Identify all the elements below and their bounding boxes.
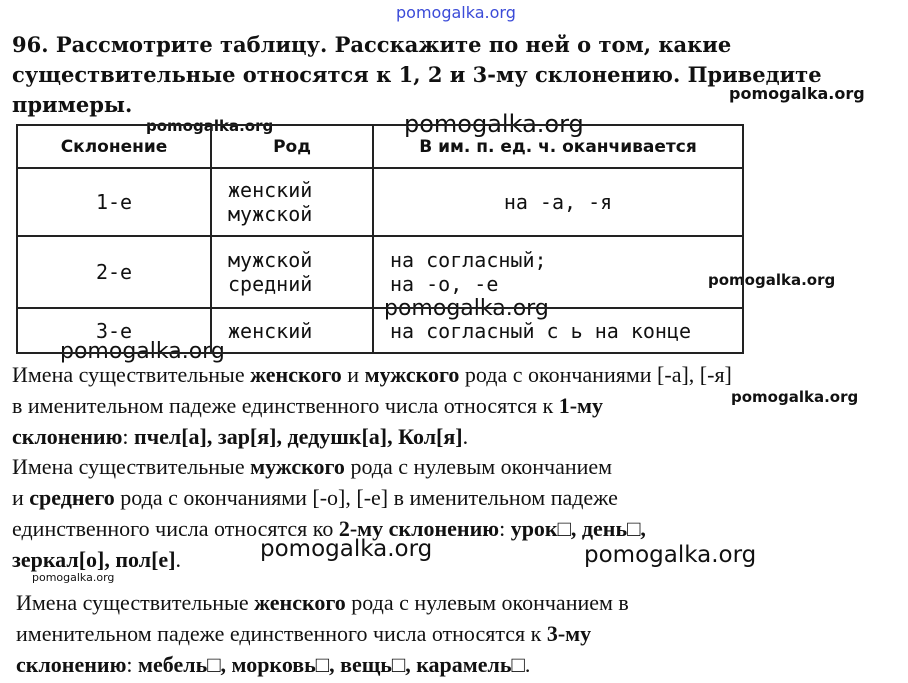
answer-p1-line bbox=[12, 391, 603, 421]
ending-value: на согласный с ь на конце bbox=[390, 318, 692, 343]
bold-text: склонению bbox=[16, 652, 127, 677]
bold-text: 3-му bbox=[546, 621, 592, 646]
text: рода с нулевым окончанием в bbox=[345, 590, 629, 615]
watermark: pomogalka.org bbox=[584, 542, 757, 568]
ending-value: на -о, -е bbox=[390, 272, 499, 296]
answer-p1-line bbox=[12, 422, 468, 452]
watermark: pomogalka.org bbox=[60, 339, 225, 364]
text: рода с нулевым окончанием bbox=[344, 454, 613, 479]
text: рода с окончаниями [-а], [-я] bbox=[459, 362, 732, 387]
text: Имена существительные bbox=[12, 454, 251, 479]
declension-cell: 3-е bbox=[17, 308, 211, 353]
column-header: Род bbox=[211, 125, 373, 168]
gender-value: мужской bbox=[228, 248, 313, 272]
examples: урок□, день□, bbox=[510, 516, 646, 541]
bold-text: 1-му bbox=[558, 393, 604, 418]
task-heading: 96. Рассмотрите таблицу. Расскажите по ней о том, какие существительные относятся к 1, 2 и 3-му склонению. Приведите примеры. bbox=[12, 32, 822, 117]
watermark: pomogalka.org bbox=[384, 296, 549, 321]
ending-cell bbox=[373, 168, 743, 236]
column-header: Склонение bbox=[17, 125, 211, 168]
gender-cell bbox=[211, 308, 373, 353]
watermark: pomogalka.org bbox=[731, 388, 859, 406]
watermark: pomogalka.org bbox=[32, 571, 115, 584]
bold-text: женского bbox=[250, 362, 342, 387]
examples: пчел[а], зар[я], дедушк[а], Кол[я] bbox=[134, 424, 463, 449]
answer-p1-line bbox=[12, 360, 732, 390]
table-row bbox=[17, 168, 743, 236]
text: рода с окончаниями [-о], [-е] в именительном падеже bbox=[114, 485, 618, 510]
bold-text: женского bbox=[254, 590, 346, 615]
answer-p3-line bbox=[16, 619, 591, 649]
answer-p2-line bbox=[12, 483, 618, 513]
answer-p2-line bbox=[12, 514, 646, 544]
text: и bbox=[12, 485, 30, 510]
declension-cell: 2-е bbox=[17, 236, 211, 308]
declension-table bbox=[16, 124, 744, 354]
bold-text: склонению bbox=[12, 424, 123, 449]
text: . bbox=[462, 424, 469, 449]
table-row bbox=[17, 308, 743, 353]
watermark: pomogalka.org bbox=[729, 84, 865, 103]
watermark: pomogalka.org bbox=[146, 117, 274, 135]
table-row bbox=[17, 236, 743, 308]
gender-cell bbox=[211, 168, 373, 236]
table-header-row bbox=[17, 125, 743, 168]
text: единственного числа относятся ко bbox=[12, 516, 339, 541]
watermark: pomogalka.org bbox=[404, 110, 584, 138]
ending-cell bbox=[373, 308, 743, 353]
text: Имена существительные bbox=[12, 362, 251, 387]
gender-value: средний bbox=[228, 272, 313, 296]
gender-value: женский bbox=[228, 178, 313, 202]
text: . bbox=[175, 547, 182, 572]
answer-p3-line bbox=[16, 650, 530, 680]
answer-p2-line bbox=[12, 452, 612, 482]
ending-value: на согласный; bbox=[390, 248, 547, 272]
bold-text: среднего bbox=[29, 485, 115, 510]
text: Имена существительные bbox=[16, 590, 255, 615]
text: . bbox=[524, 652, 531, 677]
gender-cell bbox=[211, 236, 373, 308]
text: : bbox=[122, 424, 135, 449]
declension-cell: 1-е bbox=[17, 168, 211, 236]
gender-value: мужской bbox=[228, 202, 313, 226]
answer-p2-line bbox=[12, 545, 181, 575]
text: именительном падеже единственного числа относятся к bbox=[16, 621, 547, 646]
watermark: pomogalka.org bbox=[708, 271, 836, 289]
examples: мебель□, морковь□, вещь□, карамель□ bbox=[138, 652, 525, 677]
gender-value: женский bbox=[228, 318, 313, 343]
text: в именительном падеже единственного числа относятся к bbox=[12, 393, 559, 418]
bold-text: мужского bbox=[364, 362, 460, 387]
text: : bbox=[499, 516, 511, 541]
column-header: В им. п. ед. ч. оканчивается bbox=[373, 125, 743, 168]
text: : bbox=[126, 652, 139, 677]
answer-p3-line bbox=[16, 588, 629, 618]
text: и bbox=[341, 362, 365, 387]
examples: зеркал[о], пол[е] bbox=[12, 547, 176, 572]
bold-text: 2-му склонению bbox=[338, 516, 500, 541]
ending-value: на -а, -я bbox=[503, 190, 613, 214]
watermark: pomogalka.org bbox=[260, 536, 433, 562]
watermark-top: pomogalka.org bbox=[396, 3, 516, 22]
bold-text: мужского bbox=[250, 454, 345, 479]
ending-cell bbox=[373, 236, 743, 308]
